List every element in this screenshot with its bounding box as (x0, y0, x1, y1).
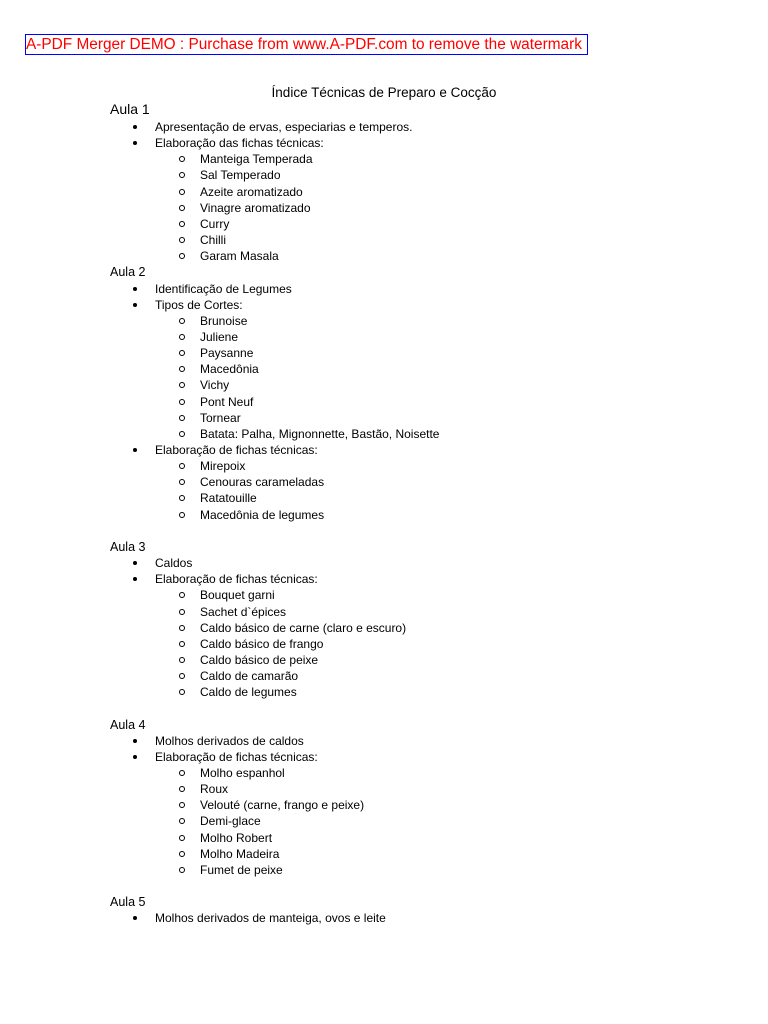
sub-list-item-text: Ratatouille (200, 491, 257, 506)
sub-list-item (200, 636, 323, 652)
list-item-text: Identificação de Legumes (155, 281, 292, 296)
sub-list-item-text: Caldo de camarão (200, 669, 299, 684)
sub-list-item (200, 248, 279, 264)
sub-list-item-text: Fumet de peixe (200, 862, 283, 877)
bullet-icon (133, 141, 137, 145)
sub-list-item-text: Caldo básico de carne (claro e escuro) (200, 620, 407, 635)
sub-list-item-text: Juliene (200, 329, 239, 344)
sub-list-item-text: Azeite aromatizado (200, 184, 303, 199)
list-item-text: Elaboração de fichas técnicas: (155, 749, 318, 764)
sub-list-item (200, 313, 247, 329)
list-item (155, 281, 292, 297)
circle-bullet-icon (179, 657, 185, 663)
list-item-text: Molhos derivados de caldos (155, 733, 304, 748)
sub-list-item (200, 765, 285, 781)
circle-bullet-icon (179, 253, 185, 259)
circle-bullet-icon (179, 366, 185, 372)
sub-list-item (200, 797, 364, 813)
sub-list-item-text: Curry (200, 216, 230, 231)
sub-list-item-text: Pont Neuf (200, 394, 254, 409)
sub-list-item-text: Tornear (200, 410, 241, 425)
sub-list-item-text: Mirepoix (200, 459, 246, 474)
sub-list-item (200, 652, 318, 668)
sub-list-item-text: Demi-glace (200, 814, 261, 829)
sub-list-item-text: Chilli (200, 233, 227, 248)
circle-bullet-icon (179, 609, 185, 615)
sub-list-item (200, 813, 261, 829)
circle-bullet-icon (179, 431, 185, 437)
sub-list-item (200, 394, 253, 410)
circle-bullet-icon (179, 334, 185, 340)
sub-list-item (200, 232, 226, 248)
sub-list-item-text: Vichy (200, 378, 230, 393)
watermark-banner: A-PDF Merger DEMO : Purchase from www.A-PDF.com to remove the watermark (25, 34, 588, 55)
list-item (155, 442, 318, 458)
circle-bullet-icon (179, 835, 185, 841)
bullet-icon (133, 755, 137, 759)
circle-bullet-icon (179, 625, 185, 631)
list-item-text: Elaboração das fichas técnicas: (155, 136, 324, 151)
sub-list-item (200, 587, 275, 603)
circle-bullet-icon (179, 382, 185, 388)
sub-list-item (200, 846, 279, 862)
lesson-title: Aula 4 (110, 717, 146, 732)
sub-list-item-text: Macedônia de legumes (200, 507, 325, 522)
circle-bullet-icon (179, 189, 185, 195)
circle-bullet-icon (179, 689, 185, 695)
sub-list-item-text: Sachet d`épices (200, 604, 287, 619)
circle-bullet-icon (179, 172, 185, 178)
sub-list-item (200, 668, 298, 684)
sub-list-item-text: Bouquet garni (200, 588, 275, 603)
list-item (155, 297, 243, 313)
lesson-title: Aula 3 (110, 539, 146, 554)
sub-list-item (200, 830, 272, 846)
sub-list-item (200, 474, 324, 490)
circle-bullet-icon (179, 463, 185, 469)
sub-list-item-text: Macedônia (200, 362, 259, 377)
sub-list-item (200, 684, 297, 700)
sub-list-item (200, 167, 281, 183)
circle-bullet-icon (179, 512, 185, 518)
sub-list-item (200, 329, 238, 345)
list-item-text: Molhos derivados de manteiga, ovos e leite (155, 911, 386, 926)
sub-list-item (200, 200, 311, 216)
sub-list-item-text: Molho Robert (200, 830, 273, 845)
circle-bullet-icon (179, 592, 185, 598)
circle-bullet-icon (179, 479, 185, 485)
bullet-icon (133, 303, 137, 307)
page-title: Índice Técnicas de Preparo e Cocção (271, 85, 497, 100)
circle-bullet-icon (179, 399, 185, 405)
sub-list-item (200, 620, 406, 636)
list-item (155, 571, 318, 587)
circle-bullet-icon (179, 205, 185, 211)
circle-bullet-icon (179, 221, 185, 227)
bullet-icon (133, 125, 137, 129)
sub-list-item (200, 216, 229, 232)
bullet-icon (133, 448, 137, 452)
circle-bullet-icon (179, 818, 185, 824)
bullet-icon (133, 916, 137, 920)
sub-list-item (200, 490, 257, 506)
bullet-icon (133, 577, 137, 581)
sub-list-item-text: Brunoise (200, 313, 248, 328)
sub-list-item-text: Molho Madeira (200, 846, 280, 861)
sub-list-item (200, 410, 241, 426)
circle-bullet-icon (179, 415, 185, 421)
list-item (155, 733, 304, 749)
sub-list-item (200, 862, 283, 878)
sub-list-item (200, 361, 259, 377)
sub-list-item-text: Velouté (carne, frango e peixe) (200, 798, 365, 813)
list-item (155, 135, 324, 151)
sub-list-item-text: Manteiga Temperada (200, 152, 313, 167)
circle-bullet-icon (179, 237, 185, 243)
list-item (155, 910, 386, 926)
circle-bullet-icon (179, 802, 185, 808)
circle-bullet-icon (179, 673, 185, 679)
sub-list-item-text: Caldo básico de frango (200, 636, 324, 651)
list-item (155, 119, 412, 135)
circle-bullet-icon (179, 350, 185, 356)
lesson-title: Aula 5 (110, 895, 146, 910)
circle-bullet-icon (179, 786, 185, 792)
list-item-text: Caldos (155, 556, 193, 571)
sub-list-item-text: Paysanne (200, 346, 254, 361)
sub-list-item-text: Sal Temperado (200, 168, 281, 183)
circle-bullet-icon (179, 495, 185, 501)
sub-list-item-text: Roux (200, 782, 229, 797)
sub-list-item-text: Caldo de legumes (200, 685, 297, 700)
sub-list-item-text: Vinagre aromatizado (200, 200, 311, 215)
list-item-text: Elaboração de fichas técnicas: (155, 443, 318, 457)
sub-list-item (200, 604, 286, 620)
lesson-title: Aula 2 (110, 265, 146, 280)
sub-list-item (200, 507, 324, 523)
sub-list-item (200, 377, 229, 393)
sub-list-item (200, 458, 245, 474)
circle-bullet-icon (179, 641, 185, 647)
list-item-text: Elaboração de fichas técnicas: (155, 572, 318, 587)
circle-bullet-icon (179, 867, 185, 873)
circle-bullet-icon (179, 318, 185, 324)
sub-list-item-text: Cenouras carameladas (200, 475, 325, 490)
circle-bullet-icon (179, 851, 185, 857)
sub-list-item (200, 184, 303, 200)
sub-list-item (200, 151, 313, 167)
circle-bullet-icon (179, 156, 185, 162)
sub-list-item (200, 426, 439, 442)
bullet-icon (133, 739, 137, 743)
sub-list-item (200, 781, 228, 797)
sub-list-item-text: Batata: Palha, Mignonnette, Bastão, Noisette (200, 426, 440, 441)
list-item (155, 555, 192, 571)
sub-list-item-text: Molho espanhol (200, 766, 285, 780)
sub-list-item-text: Garam Masala (200, 249, 279, 264)
list-item (155, 749, 318, 765)
bullet-icon (133, 561, 137, 565)
list-item-text: Apresentação de ervas, especiarias e temperos. (155, 120, 413, 134)
list-item-text: Tipos de Cortes: (155, 297, 243, 312)
sub-list-item (200, 345, 253, 361)
lesson-title: Aula 1 (110, 101, 150, 117)
sub-list-item-text: Caldo básico de peixe (200, 652, 319, 667)
bullet-icon (133, 287, 137, 291)
circle-bullet-icon (179, 770, 185, 776)
